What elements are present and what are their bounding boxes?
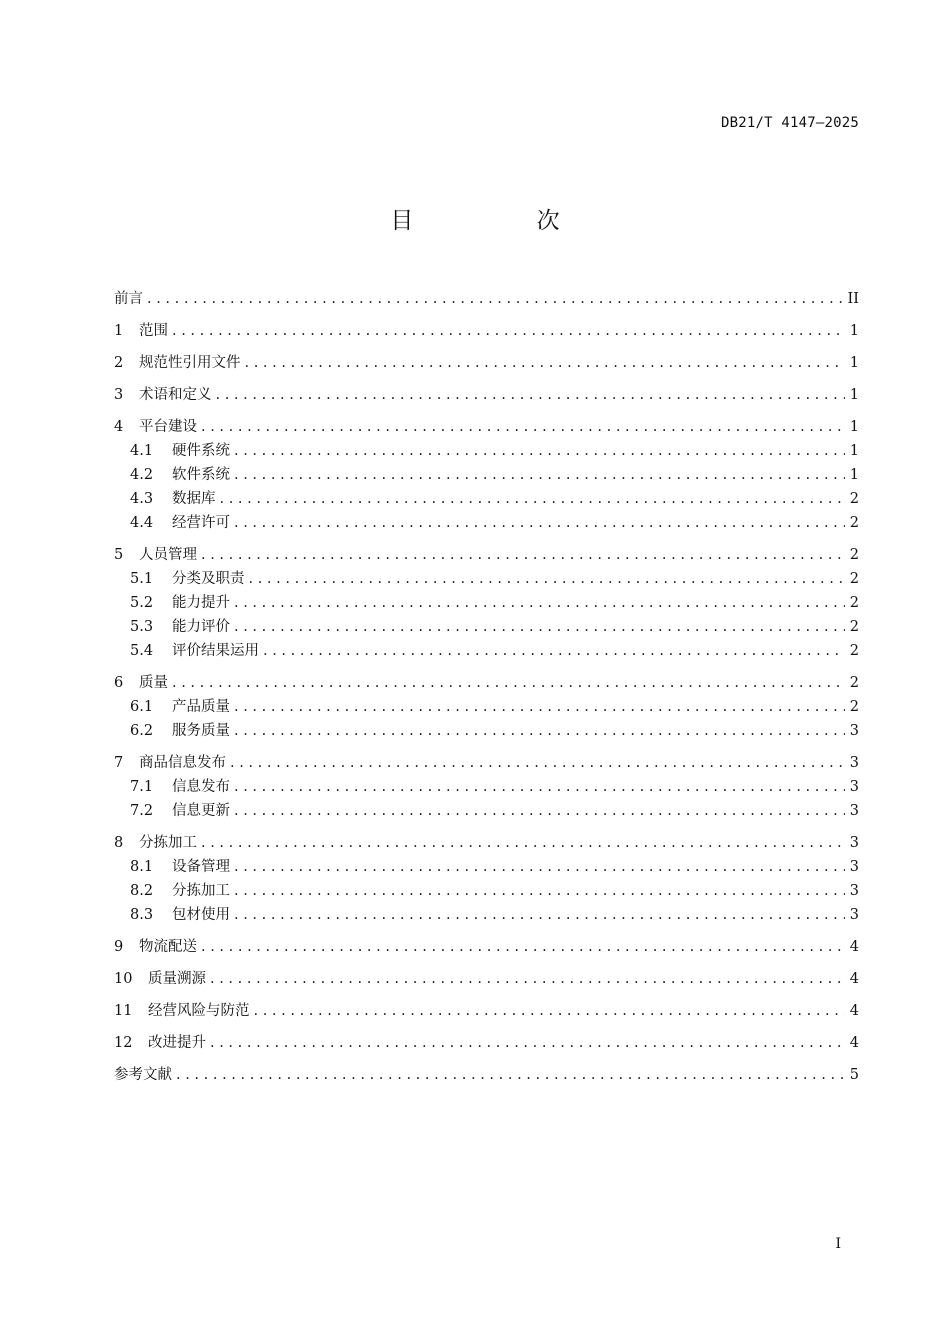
toc-entry[interactable] bbox=[114, 999, 859, 1023]
toc-entry-label: 能力提升 bbox=[172, 595, 230, 611]
standard-code: DB21/T 4147—2025 bbox=[720, 115, 859, 131]
toc-entry[interactable] bbox=[114, 639, 859, 663]
toc-dot-leader bbox=[201, 831, 845, 855]
toc-entry-page: 2 bbox=[849, 643, 859, 659]
toc-entry-label: 物流配送 bbox=[139, 939, 197, 955]
toc-entry[interactable] bbox=[114, 719, 859, 743]
toc-entry[interactable] bbox=[114, 567, 859, 591]
toc-entry-number: 8.2 bbox=[130, 883, 154, 899]
toc-entry-page: 3 bbox=[849, 859, 859, 875]
toc-entry-label: 经营许可 bbox=[172, 515, 230, 531]
toc-entry-number: 5.2 bbox=[130, 595, 154, 611]
toc-entry-page: 1 bbox=[849, 323, 859, 339]
toc-entry-label: 商品信息发布 bbox=[139, 755, 226, 771]
toc-entry-number: 5.3 bbox=[130, 619, 154, 635]
toc-entry-label: 分类及职责 bbox=[172, 571, 245, 587]
toc-entry-label: 包材使用 bbox=[172, 907, 230, 923]
toc-entry-page: II bbox=[847, 291, 859, 307]
toc-entry-label: 参考文献 bbox=[114, 1067, 172, 1083]
toc-entry-page: 2 bbox=[849, 699, 859, 715]
toc-entry-label: 服务质量 bbox=[172, 723, 230, 739]
toc-entry-number: 7.1 bbox=[130, 779, 154, 795]
toc-entry-page: 5 bbox=[849, 1067, 859, 1083]
toc-entry-number: 10 bbox=[114, 971, 133, 987]
toc-entry[interactable] bbox=[114, 695, 859, 719]
toc-entry-page: 3 bbox=[849, 803, 859, 819]
toc-entry-page: 1 bbox=[849, 467, 859, 483]
toc-entry-page: 4 bbox=[849, 1035, 859, 1051]
toc-dot-leader bbox=[201, 543, 845, 567]
toc-entry-number: 12 bbox=[114, 1035, 133, 1051]
toc-entry-label: 信息更新 bbox=[172, 803, 230, 819]
toc-entry-number: 5.1 bbox=[130, 571, 154, 587]
toc-entry-label: 质量溯源 bbox=[148, 971, 206, 987]
toc-entry-page: 2 bbox=[849, 595, 859, 611]
toc-entry[interactable] bbox=[114, 775, 859, 799]
toc-entry-page: 1 bbox=[849, 387, 859, 403]
toc-entry[interactable] bbox=[114, 615, 859, 639]
toc-entry-page: 1 bbox=[849, 443, 859, 459]
toc-entry[interactable] bbox=[114, 751, 859, 775]
toc-entry-label: 产品质量 bbox=[172, 699, 230, 715]
toc-entry-number: 8.3 bbox=[130, 907, 154, 923]
toc-entry-page: 4 bbox=[849, 971, 859, 987]
toc-dot-leader bbox=[249, 567, 846, 591]
toc-entry[interactable] bbox=[114, 591, 859, 615]
toc-dot-leader bbox=[210, 1031, 845, 1055]
toc-entry-number: 3 bbox=[114, 387, 124, 403]
toc-entry[interactable] bbox=[114, 879, 859, 903]
toc-entry-page: 4 bbox=[849, 1003, 859, 1019]
toc-entry-number: 1 bbox=[114, 323, 124, 339]
toc-dot-leader bbox=[201, 415, 845, 439]
toc-entry-label: 规范性引用文件 bbox=[139, 355, 241, 371]
toc-entry[interactable] bbox=[114, 967, 859, 991]
toc-dot-leader bbox=[263, 639, 845, 663]
toc-entry-label: 前言 bbox=[114, 291, 143, 307]
toc-entry[interactable] bbox=[114, 351, 859, 375]
toc-entry-page: 3 bbox=[849, 755, 859, 771]
toc-entry-page: 2 bbox=[849, 547, 859, 563]
toc-dot-leader bbox=[234, 695, 845, 719]
toc-dot-leader bbox=[216, 383, 846, 407]
toc-entry-label: 分拣加工 bbox=[139, 835, 197, 851]
toc-entry-label: 改进提升 bbox=[148, 1035, 206, 1051]
toc-entry-page: 2 bbox=[849, 619, 859, 635]
toc-entry-number: 5.4 bbox=[130, 643, 154, 659]
toc-entry-number: 4.3 bbox=[130, 491, 154, 507]
toc-entry-number: 4.4 bbox=[130, 515, 154, 531]
toc-entry-label: 范围 bbox=[139, 323, 168, 339]
toc-entry-number: 8.1 bbox=[130, 859, 154, 875]
toc-entry-page: 1 bbox=[849, 355, 859, 371]
toc-entry-page: 2 bbox=[849, 515, 859, 531]
toc-dot-leader bbox=[147, 287, 844, 311]
toc-entry-number: 4.2 bbox=[130, 467, 154, 483]
toc-entry-page: 4 bbox=[849, 939, 859, 955]
toc-entry[interactable] bbox=[114, 543, 859, 567]
toc-dot-leader bbox=[254, 999, 846, 1023]
toc-entry-number: 4.1 bbox=[130, 443, 154, 459]
toc-entry-label: 评价结果运用 bbox=[172, 643, 259, 659]
toc-entry-page: 2 bbox=[849, 571, 859, 587]
toc-entry[interactable] bbox=[114, 903, 859, 927]
toc-entry-label: 经营风险与防范 bbox=[148, 1003, 250, 1019]
toc-entry-number: 6.2 bbox=[130, 723, 154, 739]
toc-entry-page: 2 bbox=[849, 491, 859, 507]
toc-entry-label: 分拣加工 bbox=[172, 883, 230, 899]
toc-entry-page: 3 bbox=[849, 907, 859, 923]
toc-dot-leader bbox=[201, 935, 845, 959]
toc-entry-page: 3 bbox=[849, 883, 859, 899]
toc-dot-leader bbox=[234, 511, 845, 535]
toc-dot-leader bbox=[234, 799, 845, 823]
toc-entry-label: 人员管理 bbox=[139, 547, 197, 563]
toc-entry-label: 平台建设 bbox=[139, 419, 197, 435]
toc-dot-leader bbox=[234, 775, 845, 799]
toc-entry-page: 3 bbox=[849, 723, 859, 739]
toc-entry[interactable] bbox=[114, 487, 859, 511]
toc-entry[interactable] bbox=[114, 439, 859, 463]
toc-entry-page: 2 bbox=[849, 675, 859, 691]
toc-dot-leader bbox=[234, 903, 845, 927]
toc-dot-leader bbox=[234, 463, 845, 487]
toc-entry[interactable] bbox=[114, 463, 859, 487]
toc-entry-label: 质量 bbox=[139, 675, 168, 691]
toc-entry-number: 4 bbox=[114, 419, 124, 435]
toc-entry[interactable] bbox=[114, 799, 859, 823]
toc-entry[interactable] bbox=[114, 935, 859, 959]
toc-dot-leader bbox=[172, 319, 845, 343]
toc-dot-leader bbox=[220, 487, 846, 511]
toc-entry-page: 3 bbox=[849, 779, 859, 795]
toc-entry-page: 3 bbox=[849, 835, 859, 851]
toc-dot-leader bbox=[210, 967, 845, 991]
toc-dot-leader bbox=[234, 879, 845, 903]
toc-entry-label: 硬件系统 bbox=[172, 443, 230, 459]
toc-entry-page: 1 bbox=[849, 419, 859, 435]
toc-entry-number: 9 bbox=[114, 939, 124, 955]
toc-entry-number: 6.1 bbox=[130, 699, 154, 715]
toc-dot-leader bbox=[234, 591, 845, 615]
toc-dot-leader bbox=[245, 351, 846, 375]
toc-entry-number: 7.2 bbox=[130, 803, 154, 819]
toc-dot-leader bbox=[234, 855, 845, 879]
toc-dot-leader bbox=[234, 615, 845, 639]
toc-entry[interactable] bbox=[114, 511, 859, 535]
toc-entry-label: 数据库 bbox=[172, 491, 216, 507]
toc-entry[interactable] bbox=[114, 855, 859, 879]
toc-entry[interactable] bbox=[114, 831, 859, 855]
page-number: I bbox=[835, 1236, 841, 1252]
toc-entry[interactable] bbox=[114, 1063, 859, 1087]
toc-entry[interactable] bbox=[114, 1031, 859, 1055]
page-title: 目 次 bbox=[390, 208, 618, 234]
toc-entry-number: 6 bbox=[114, 675, 124, 691]
toc-entry-number: 5 bbox=[114, 547, 124, 563]
toc-dot-leader bbox=[230, 751, 845, 775]
toc-entry[interactable] bbox=[114, 415, 859, 439]
toc-entry[interactable] bbox=[114, 671, 859, 695]
toc-entry-label: 信息发布 bbox=[172, 779, 230, 795]
toc-entry-number: 8 bbox=[114, 835, 124, 851]
toc-entry-label: 设备管理 bbox=[172, 859, 230, 875]
toc-entry-label: 能力评价 bbox=[172, 619, 230, 635]
table-of-contents bbox=[114, 287, 859, 1087]
toc-entry-number: 7 bbox=[114, 755, 124, 771]
toc-dot-leader bbox=[176, 1063, 845, 1087]
toc-dot-leader bbox=[234, 719, 845, 743]
toc-entry[interactable] bbox=[114, 287, 859, 311]
toc-entry-number: 11 bbox=[114, 1003, 133, 1019]
toc-entry[interactable] bbox=[114, 383, 859, 407]
toc-entry[interactable] bbox=[114, 319, 859, 343]
toc-entry-number: 2 bbox=[114, 355, 124, 371]
toc-entry-label: 术语和定义 bbox=[139, 387, 212, 403]
toc-dot-leader bbox=[172, 671, 845, 695]
toc-dot-leader bbox=[234, 439, 845, 463]
toc-entry-label: 软件系统 bbox=[172, 467, 230, 483]
